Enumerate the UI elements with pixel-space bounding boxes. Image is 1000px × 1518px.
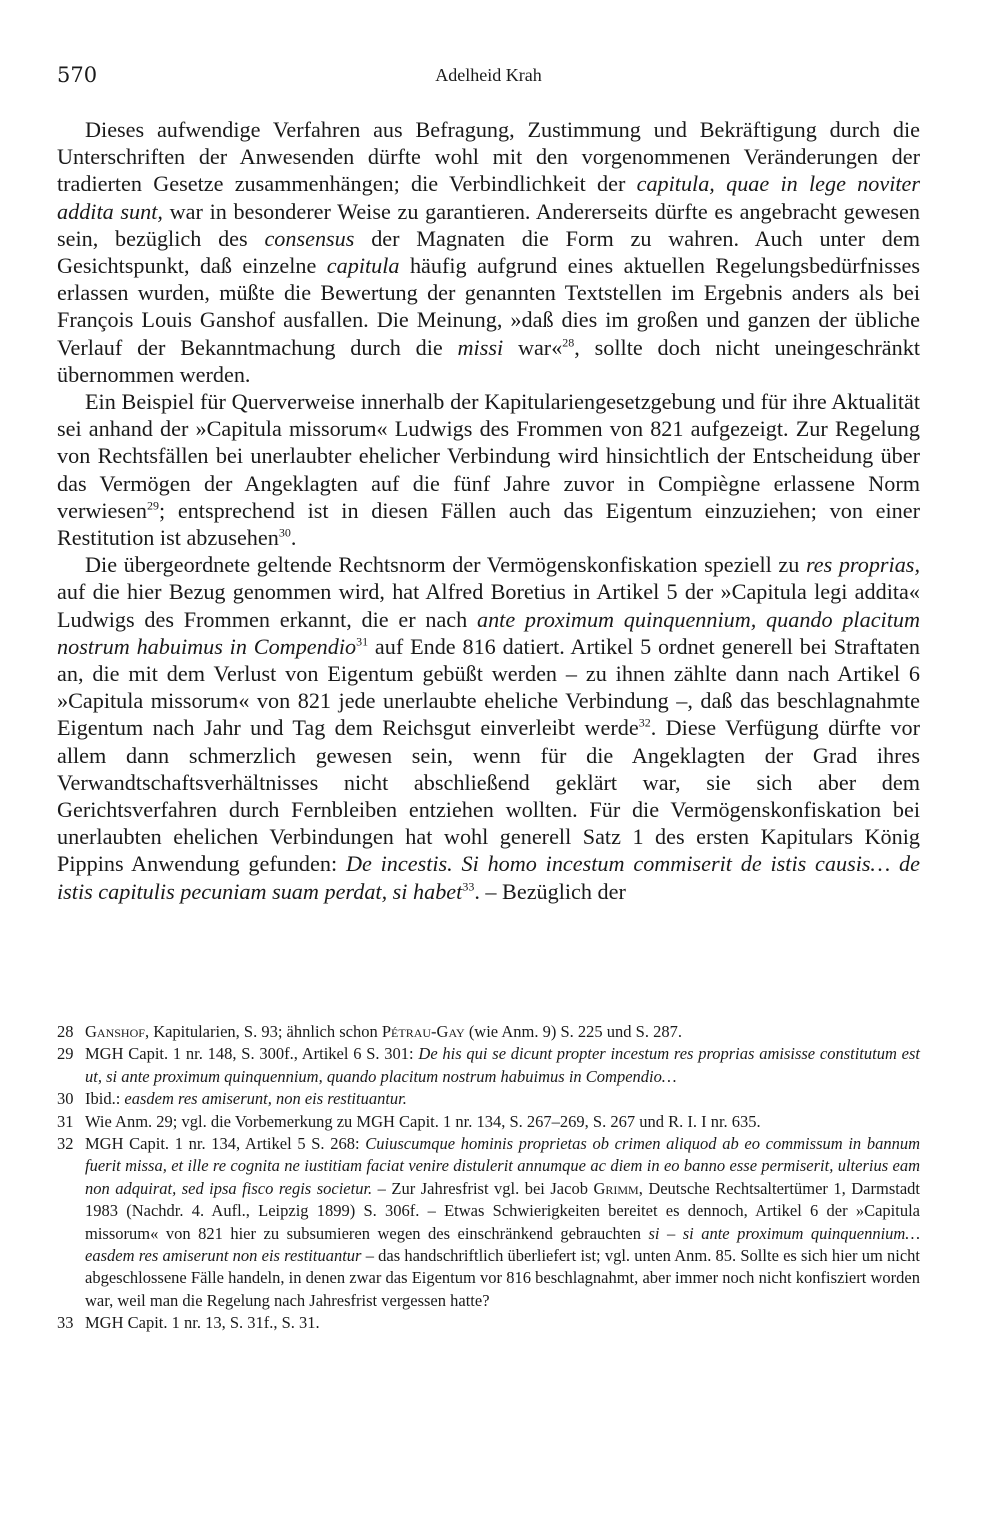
footnote-text: [85, 1021, 920, 1043]
italic-run: De his qui se dicunt propter incestum res proprias amisisse constitutum est ut, si ante proximum quinquennium, quando placitum nostrum habuimus in Compendio…: [85, 1044, 920, 1086]
italic-run: capitula: [326, 253, 400, 279]
footnote-ref: 32: [638, 716, 651, 731]
footnote-text: [85, 1088, 920, 1110]
footnote-number: 29: [57, 1044, 74, 1064]
author-name: Pétrau-Gay: [381, 1022, 465, 1041]
footnote-28: [57, 1021, 920, 1043]
footnote-ref: 31: [356, 634, 369, 649]
text-run: , sollte doch nicht uneingeschränkt übernommen werden.: [57, 334, 920, 387]
footnote-31: [57, 1111, 920, 1133]
text-run: Ibid.:: [85, 1089, 125, 1109]
footnote-33: [57, 1312, 920, 1334]
text-run: MGH Capit. 1 nr. 148, S. 300f., Artikel 6 S. 301:: [85, 1044, 419, 1064]
text-run: – das handschriftlich überliefert ist; vgl. unten Anm. 85. Sollte es sich hier um nicht abgeschlossene Fälle handeln, in denen zwar das Eigentum vor 816 beschlagnahmt, aber immer noch nicht konfisziert worden war, weil man die Regelung nach Jahresfrist vergessen hatte?: [85, 1246, 920, 1310]
text-run: MGH Capit. 1 nr. 134, Artikel 5 S. 268:: [85, 1134, 366, 1154]
text-run: Ein Beispiel für Querverweise innerhalb der Kapitulariengesetzgebung und für ihre Aktualität sei anhand der »Capitula missorum« Ludwigs des Frommen von 821 aufgezeigt. Zur Regelung von Rechtsfällen bei unerlaubter ehelicher Verbindung wird hinsichtlich der Entscheidung über das Vermögen der Angeklagten auf die fünf Jahre zuvor in Compiègne erlassene Norm verwiesen: [57, 389, 920, 523]
footnote-number: 30: [57, 1089, 74, 1109]
text-run: der Magnaten die Form zu wahren. Auch unter dem Gesichtspunkt, daß einzelne: [57, 225, 920, 279]
italic-run: easdem res amiserunt, non eis restituantur.: [124, 1089, 407, 1109]
text-run: auf Ende 816 datiert. Artikel 5 ordnet generell bei Straftaten an, die mit dem Verlust von Eigentum gebüßt werden – zu ihnen zählte dann nach Artikel 6 »Capitula missorum« von 821 jede unerlaubte eheliche Verbindung –, daß das beschlagnahmte Eigentum nach Jahr und Tag dem Reichsgut einverleibt werde: [57, 633, 920, 741]
italic-run: ante proximum quinquennium, quando placitum nostrum habuimus in Compendio: [57, 606, 920, 659]
paragraph: [57, 116, 920, 388]
text-run: , Deutsche Rechtsaltertümer 1, Darmstadt 1983 (Nachdr. 4. Aufl., Leipzig 1899) S. 306f. – Etwas Schwierigkeiten bereitet es dennoch, Artikel 6 der »Capitula missorum« von 821 hier zu subsumieren wegen des einschränkend gebrauchten: [85, 1178, 920, 1243]
italic-run: De incestis. Si homo incestum commiserit de istis causis… de istis capitulis pecuniam suam perdat, si habet: [57, 851, 920, 904]
italic-run: consensus: [264, 225, 355, 251]
italic-run: capitula, quae in lege noviter addita sunt,: [57, 171, 921, 224]
footnote-32: [57, 1133, 920, 1312]
page-header: [57, 63, 920, 93]
text-run: auf die hier Bezug genommen wird, hat Alfred Boretius in Artikel 5 der »Capitula legi addita« Ludwigs des Frommen erkannt, die er nach: [57, 579, 920, 632]
main-text: [57, 116, 920, 905]
text-run: Dieses aufwendige Verfahren aus Befragung, Zustimmung und Bekräftigung durch die Unterschriften der Anwesenden dürfte wohl mit den vorgenommenen Veränderungen der tradierten Gesetze zusammenhängen; die Verbindlichkeit der: [57, 117, 920, 197]
author-name: Ganshof: [85, 1022, 145, 1041]
footnote-number: 28: [57, 1022, 74, 1041]
footnote-text: [85, 1133, 920, 1312]
text-run: war in besonderer Weise zu garantieren. Andererseits dürfte es angebracht gewesen sein, bezüglich des: [57, 198, 920, 251]
paragraph: [57, 551, 920, 905]
footnote-text: MGH Capit. 1 nr. 13, S. 31f., S. 31.: [85, 1313, 320, 1333]
footnote-text: [85, 1043, 920, 1088]
text-run: war«: [503, 334, 563, 360]
author-name: Grimm: [593, 1178, 639, 1198]
text-run: Die übergeordnete geltende Rechtsnorm der Vermögenskonfiskation speziell zu: [85, 552, 806, 578]
page-number: 570: [57, 63, 98, 87]
text-run: (wie Anm. 9) S. 225 und S. 287.: [464, 1022, 682, 1041]
footnote-number: 31: [57, 1111, 74, 1131]
footnote-ref: 30: [278, 525, 291, 540]
footnote-ref: 28: [562, 335, 575, 350]
footnote-ref: 33: [462, 879, 475, 894]
italic-run: Cuiuscumque hominis proprietas ob crimen aliquod ab eo commissum in bannum fuerit missa, et ille re cognita ne iustitiam faciat venire distulerit annumque ac diem in eo banno esse permiserit, ulterius eam non adquirat, sed ipsa fisco regis societur.: [85, 1134, 920, 1198]
footnotes: [57, 1021, 920, 1335]
paragraph: [57, 388, 920, 551]
footnote-text: Wie Anm. 29; vgl. die Vorbemerkung zu MGH Capit. 1 nr. 134, S. 267–269, S. 267 und R. I. I nr. 635.: [85, 1111, 761, 1131]
footnote-29: [57, 1043, 920, 1088]
text-run: .: [290, 525, 297, 551]
footnote-number: 32: [57, 1134, 74, 1154]
text-run: – Zur Jahresfrist vgl. bei Jacob: [372, 1178, 594, 1198]
text-run: . – Bezüglich der: [474, 878, 626, 904]
text-run: . Diese Verfügung dürfte vor allem dann schmerzlich gewesen sein, wenn für die Angeklagten der Grad ihres Verwandtschaftsverhältnisses nicht abschließend geklärt war, sie sich aber dem Gerichtsverfahren durch Fernbleiben entziehen wollten. Für die Vermögenskonfiskation bei unerlaubten ehelichen Verbindungen hat wohl generell Satz 1 des ersten Kapitulars König Pippins Anwendung gefunden:: [57, 715, 920, 877]
footnote-30: [57, 1088, 920, 1110]
text-run: ; entsprechend ist in diesen Fällen auch das Eigentum einzuziehen; von einer Restitution ist abzusehen: [57, 497, 920, 551]
running-head: Adelheid Krah: [435, 65, 542, 85]
footnote-ref: 29: [146, 498, 159, 513]
italic-run: res proprias,: [805, 552, 920, 578]
italic-run: missi: [457, 334, 504, 360]
footnote-number: 33: [57, 1313, 74, 1333]
text-run: häufig aufgrund eines aktuellen Regelungsbedürfnisses erlassen wurden, müßte die Bewertung der genannten Textstellen im Ergebnis anders als bei François Louis Ganshof ausfallen. Die Meinung, »daß dies im großen und ganzen der übliche Verlauf der Bekanntmachung durch die: [57, 253, 920, 360]
italic-run: si – si ante proximum quinquennium… easdem res amiserunt non eis restituantur: [85, 1223, 920, 1266]
text-run: , Kapitularien, S. 93; ähnlich schon: [144, 1022, 382, 1041]
